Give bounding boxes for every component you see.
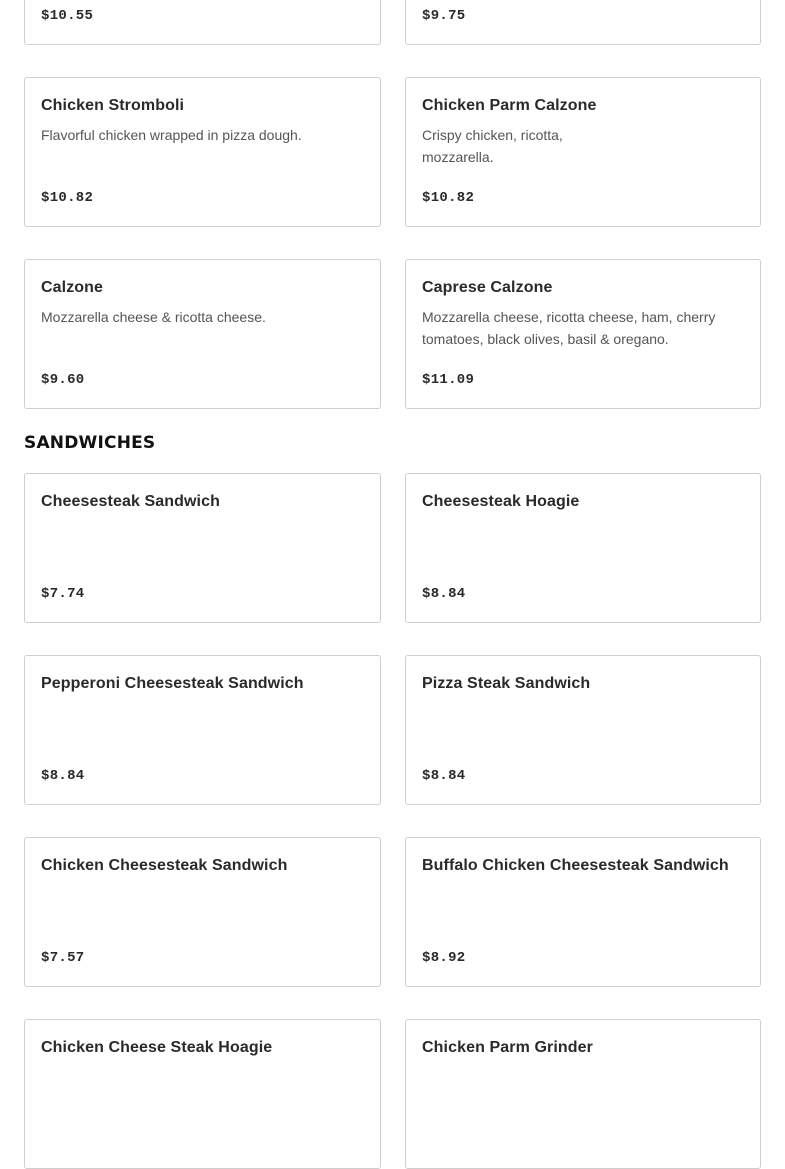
item-name: Chicken Cheesesteak Sandwich xyxy=(41,857,288,874)
item-price: $10.55 xyxy=(41,8,94,24)
menu-item-card[interactable] xyxy=(405,0,761,45)
item-name: Calzone xyxy=(41,279,104,296)
item-price: $11.09 xyxy=(422,372,475,388)
item-price: $8.84 xyxy=(41,768,85,784)
menu-item-card[interactable] xyxy=(405,77,761,227)
item-name: Pizza Steak Sandwich xyxy=(422,675,591,692)
item-name: Chicken Cheese Steak Hoagie xyxy=(41,1039,273,1056)
menu-item-card[interactable] xyxy=(405,473,761,623)
menu-item-card[interactable] xyxy=(24,473,381,623)
item-name: Chicken Parm Grinder xyxy=(422,1039,593,1056)
item-price: $7.57 xyxy=(41,950,85,966)
item-name: Pepperoni Cheesesteak Sandwich xyxy=(41,675,304,692)
item-price: $9.60 xyxy=(41,372,85,388)
item-price: $7.74 xyxy=(41,586,85,602)
item-name: Chicken Stromboli xyxy=(41,97,185,114)
menu-item-card[interactable] xyxy=(405,1019,761,1169)
item-price: $10.82 xyxy=(41,190,94,206)
item-price: $9.75 xyxy=(422,8,466,24)
item-description: Flavorful chicken wrapped in pizza dough. xyxy=(41,127,302,143)
item-name: Cheesesteak Hoagie xyxy=(422,493,580,510)
menu-item-card[interactable] xyxy=(24,77,381,227)
item-price: $8.84 xyxy=(422,768,466,784)
menu-item-card[interactable] xyxy=(24,837,381,987)
item-description: Mozzarella cheese, ricotta cheese, ham, cherry tomatoes, black olives, basil & oregano. xyxy=(422,309,716,347)
menu-item-card[interactable] xyxy=(24,0,381,45)
item-description: Mozzarella cheese & ricotta cheese. xyxy=(41,309,266,325)
menu-item-card[interactable] xyxy=(405,655,761,805)
item-name: Chicken Parm Calzone xyxy=(422,97,597,114)
item-name: Caprese Calzone xyxy=(422,279,553,296)
item-price: $10.82 xyxy=(422,190,475,206)
menu-item-card[interactable] xyxy=(24,259,381,409)
item-price: $8.84 xyxy=(422,586,466,602)
menu-item-card[interactable] xyxy=(24,1019,381,1169)
item-name: Cheesesteak Sandwich xyxy=(41,493,220,510)
menu-item-card[interactable] xyxy=(24,655,381,805)
item-name: Buffalo Chicken Cheesesteak Sandwich xyxy=(422,857,729,874)
item-price: $8.92 xyxy=(422,950,466,966)
menu-item-card[interactable] xyxy=(405,837,761,987)
menu-item-card[interactable] xyxy=(405,259,761,409)
item-description: Crispy chicken, ricotta, mozzarella. xyxy=(422,127,563,165)
section-title-sandwiches: SANDWICHES xyxy=(24,433,156,453)
